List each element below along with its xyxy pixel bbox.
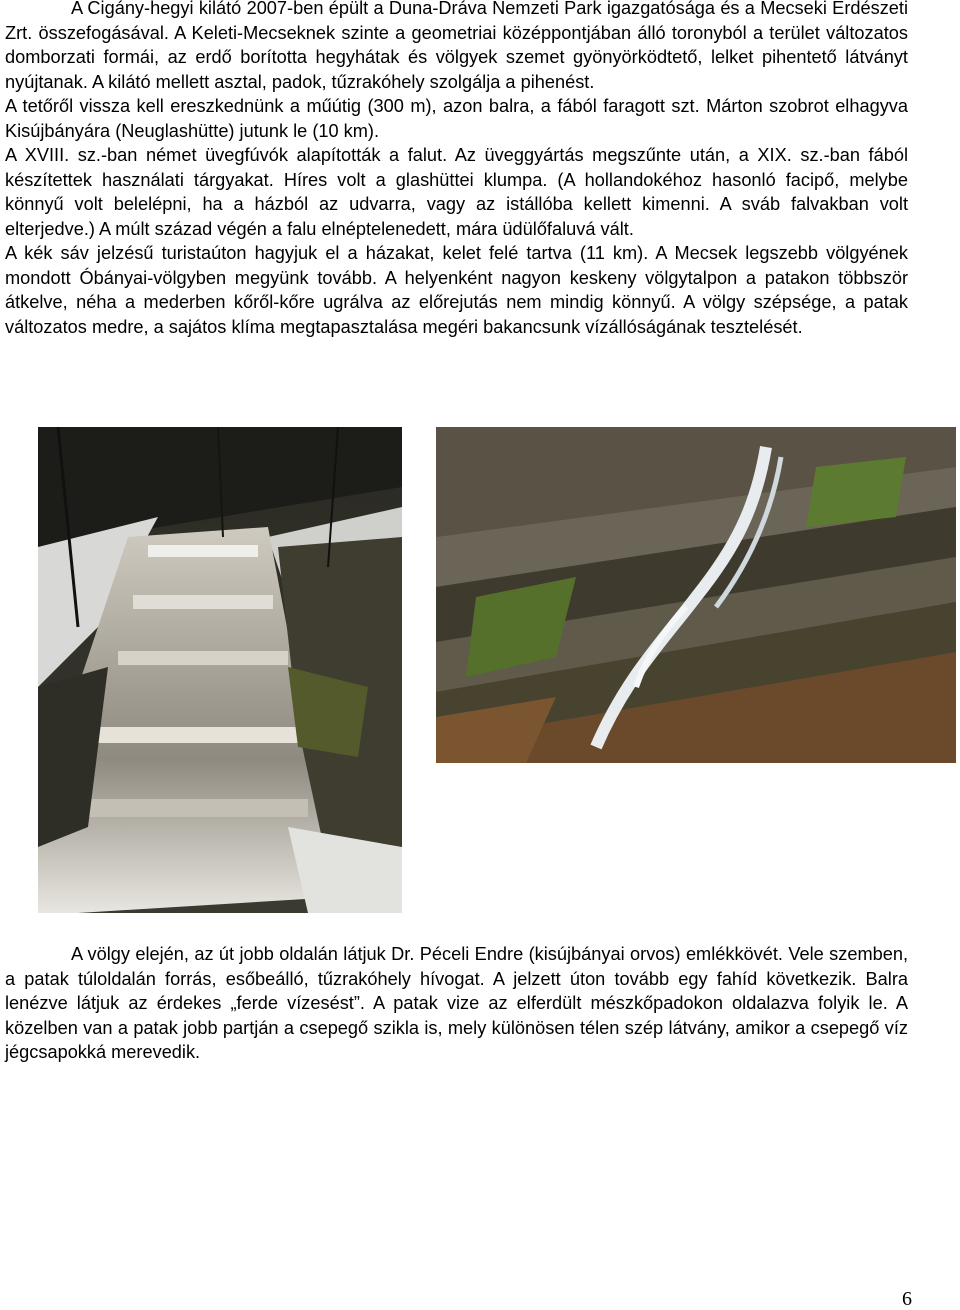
paragraph-valley-start: A völgy elején, az út jobb oldalán látjuk Dr. Péceli Endre (kisújbányai orvos) emlékkövét. Vele szemben, a patak túloldalán forrás, esőbeálló, tűzrakóhely hívogat. A jelzett úton tovább egy fahíd következik. Balra lenézve látjuk az érdekes „ferde vízesést”. A patak vize az elferdült mészkőpadokon oldalazva folyik le. A közelben van a patak jobb partján a csepegő szikla is, mely különösen télen szép látvány, amikor a csepegő víz jégcsapokká merevedik. [5, 944, 908, 1062]
top-text-block [5, 0, 908, 339]
paragraph-village-history: A XVIII. sz.-ban német üvegfúvók alapították a falut. Az üveggyártás megszűnte után, a XIX. sz.-ban fából készítettek használati tárgyakat. Híres volt a glashüttei klumpa. (A hollandokéhoz hasonló facipő, melybe könnyű volt belelépni, ha a házból az udvarra, vagy az istállóba kellett kimenni. A sváb falvakban volt elterjedve.) A múlt század végén a falu elnéptelenedett, mára üdülőfaluvá vált. [5, 145, 908, 239]
paragraph-obanyai-valley: A kék sáv jelzésű turistaúton hagyjuk el a házakat, kelet felé tartva (11 km). A Mecsek legszebb völgyének mondott Óbányai-völgyben megyünk tovább. A helyenként nagyon keskeny völgytalpon a patakon többször átkelve, néha a mederben kőről-kőre ugrálva az előrejutás nem mindig könnyű. A völgy szépsége, a patak változatos medre, a sajátos klíma megtapasztalása megéri bakancsunk vízállóságának tesztelését. [5, 243, 908, 337]
paragraph-kisujbanya-route: A tetőről vissza kell ereszkednünk a műútig (300 m), azon balra, a fából faragott szt. Márton szobrot elhagyva Kisújbányára (Neuglashütte) jutunk le (10 km). [5, 96, 908, 141]
bottom-text-block [5, 942, 908, 1065]
photo-slanted-waterfall [436, 427, 956, 763]
page-number: 6 [902, 1288, 912, 1310]
paragraph-kilato: A Cigány-hegyi kilátó 2007-ben épült a Duna-Dráva Nemzeti Park igazgatósága és a Mecseki Erdészeti Zrt. összefogásával. A Keleti-Mecseknek szinte a geometriai középpontjában álló toronyból a terület változatos domborzati formái, az erdő borította hegyhátak és völgyek szemet gyönyörködtető, lelket pihentető látványt nyújtanak. A kilátó mellett asztal, padok, tűzrakóhely szolgálja a pihenést. [5, 0, 908, 92]
photo-cascading-stream [38, 427, 402, 913]
